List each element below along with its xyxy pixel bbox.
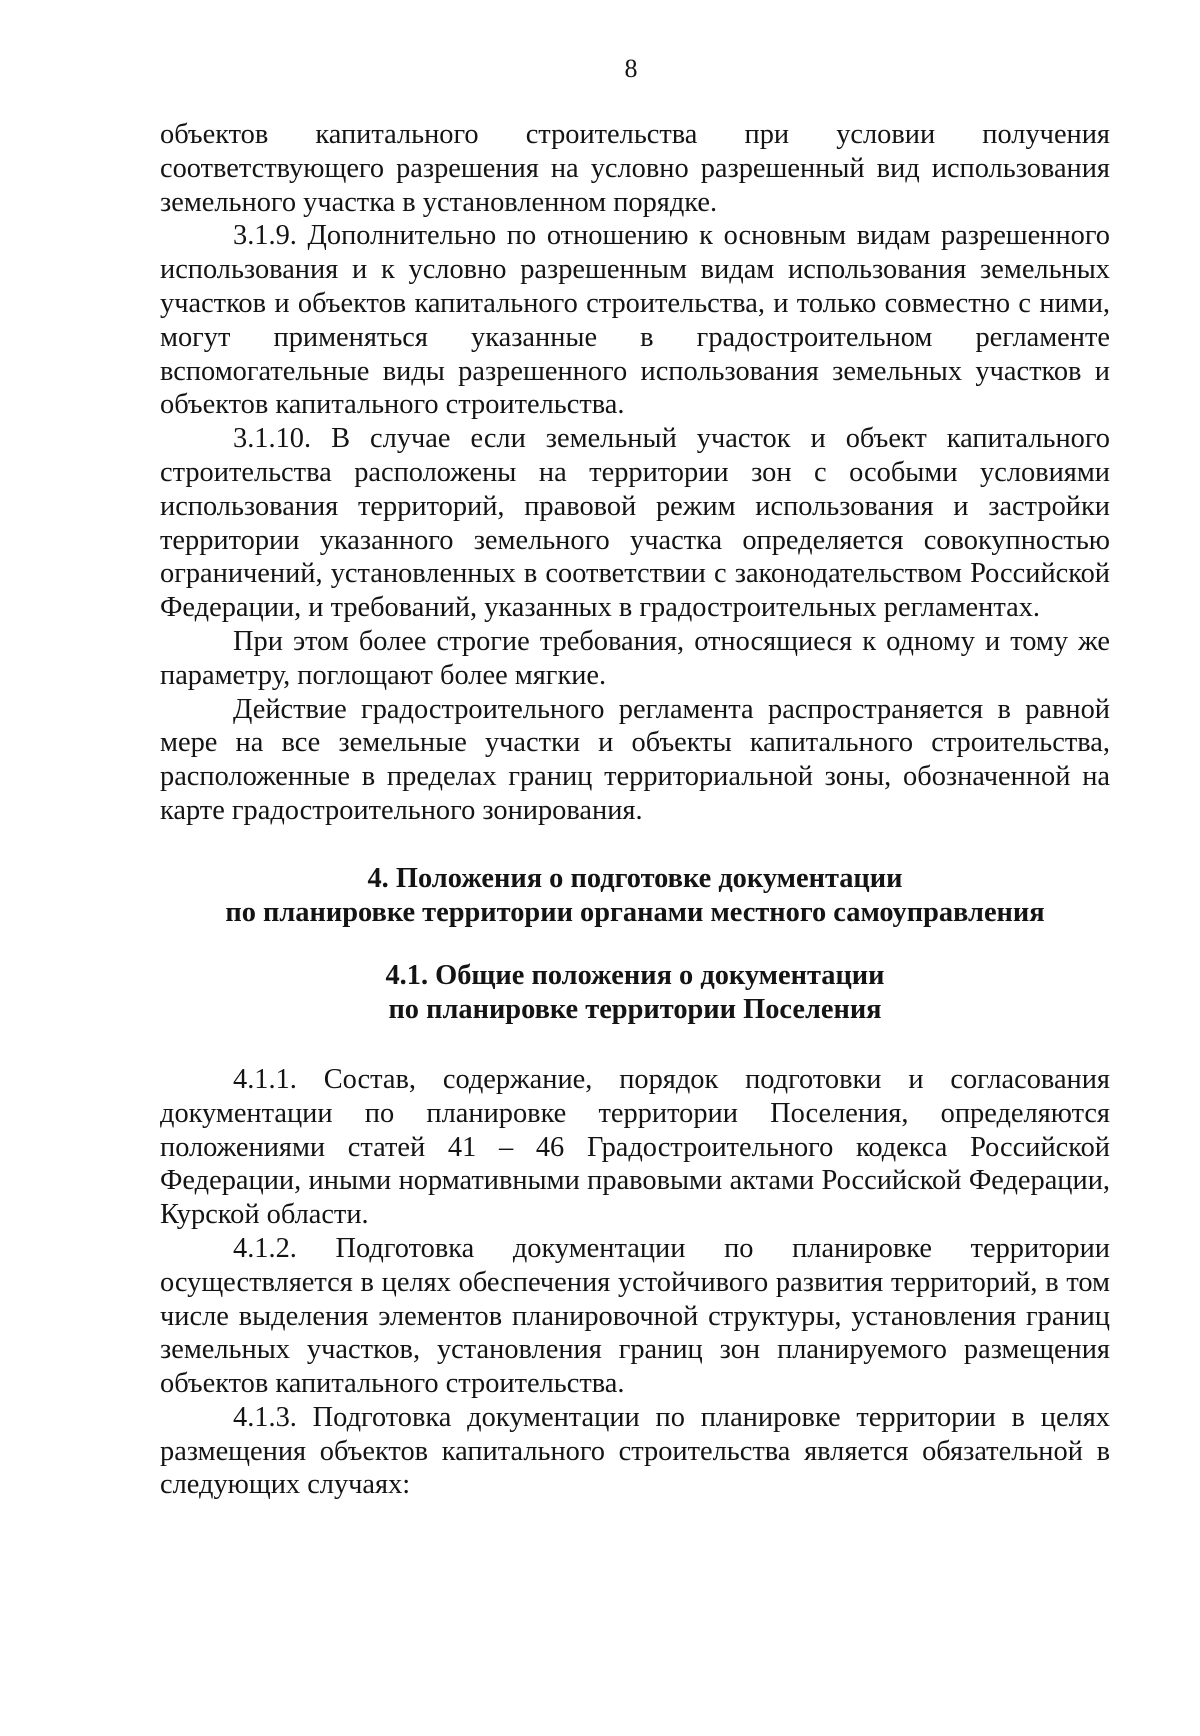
paragraph-3-1-9: 3.1.9. Дополнительно по отношению к основным видам разрешенного использования и к условно разрешенным видам использования земельных участков и объектов капитального строительства, и только совместно с ними, могут применяться указанные в градостроительном регламенте вспомогательные виды разрешенного использования земельных участков и объектов капитального строительства. xyxy=(160,220,1110,421)
section-heading xyxy=(160,862,1110,930)
paragraph-4-1-1: 4.1.1. Состав, содержание, порядок подготовки и согласования документации по планировке территории Поселения, определяются положениями статей 41 – 46 Градостроительного кодекса Российской Федерации, иными нормативными правовыми актами Российской Федерации, Курской области. xyxy=(160,1063,1110,1231)
paragraph-continuation: объектов капитального строительства при условии получения соответствующего разрешения на условно разрешенный вид использования земельного участка в установленном порядке. xyxy=(160,119,1110,218)
section-heading-line-2: по планировке территории органами местного самоуправления xyxy=(225,896,1045,928)
paragraph-4-1-3: 4.1.3. Подготовка документации по планировке территории в целях размещения объектов капитального строительства является обязательной в следующих случаях: xyxy=(160,1401,1110,1501)
paragraph-regulation-scope: Действие градостроительного регламента распространяется в равной мере на все земельные участки и объекты капитального строительства, расположенные в пределах границ территориальной зоны, обозначенной на карте градостроительного зонирования. xyxy=(160,693,1110,826)
subsection-heading xyxy=(160,959,1110,1027)
paragraph-strict-requirements: При этом более строгие требования, относящиеся к одному и тому же параметру, поглощают более мягкие. xyxy=(160,625,1110,691)
document-body xyxy=(160,118,1110,1502)
paragraph-3-1-10: 3.1.10. В случае если земельный участок и объект капитального строительства расположены на территории зон с особыми условиями использования территорий, правовой режим использования и застройки территории указанного земельного участка определяется совокупностью ограничений, установленных в соответствии с законодательством Российской Федерации, и требований, указанных в градостроительных регламентах. xyxy=(160,423,1110,624)
paragraph-4-1-2: 4.1.2. Подготовка документации по планировке территории осуществляется в целях обеспечения устойчивого развития территорий, в том числе выделения элементов планировочной структуры, установления границ земельных участков, установления границ зон планируемого размещения объектов капитального строительства. xyxy=(160,1232,1110,1400)
subsection-heading-line-2: по планировке территории Поселения xyxy=(388,994,882,1026)
page-number: 8 xyxy=(624,54,638,83)
section-heading-line-1: 4. Положения о подготовке документации xyxy=(367,862,903,894)
subsection-heading-line-1: 4.1. Общие положения о документации xyxy=(385,960,885,992)
